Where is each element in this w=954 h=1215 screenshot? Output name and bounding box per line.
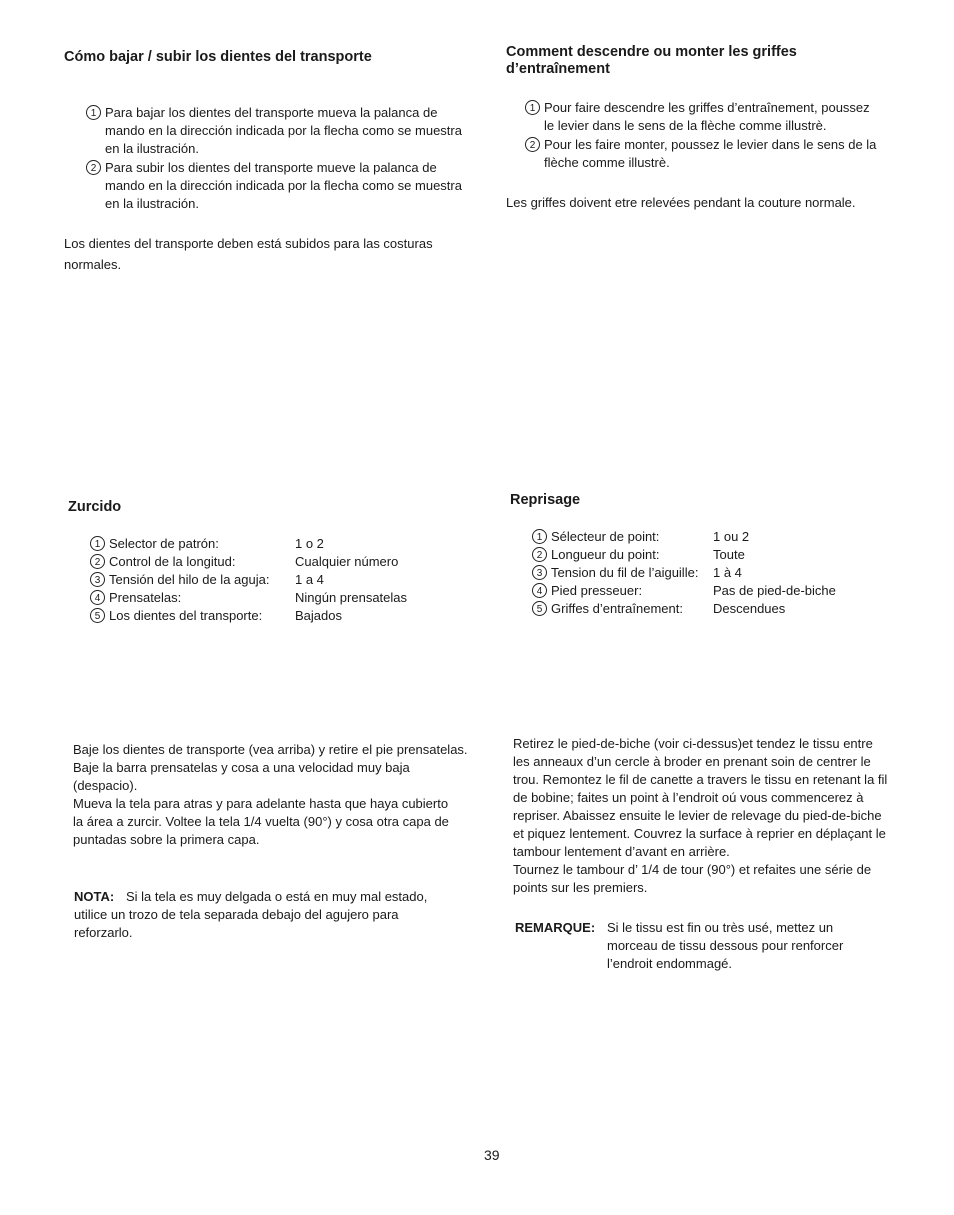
setting-value: Ningún prensatelas <box>295 590 408 605</box>
remarque-line: morceau de tissu dessous pour renforcer <box>607 938 844 953</box>
paragraph-line: normales. <box>64 257 122 272</box>
nota-line: utilice un trozo de tela separada debajo del agujero para <box>74 907 399 922</box>
remarque-line: Si le tissu est fin ou très usé, mettez un <box>607 920 834 935</box>
circled-number-1: 1 <box>525 100 540 115</box>
nota-line: Si la tela es muy delgada o está en muy mal estado, <box>126 889 428 904</box>
settings-row <box>90 553 450 571</box>
item-line: flèche comme illustrè. <box>544 155 670 170</box>
setting-label: Pied presseuer: <box>551 583 643 598</box>
item-line: le levier dans le sens de la flèche comme illustrè. <box>544 118 827 133</box>
item-line: mando en la dirección indicada por la flecha como se muestra <box>105 123 462 138</box>
settings-row <box>532 582 892 600</box>
setting-label: Prensatelas: <box>109 590 182 605</box>
paragraph-line: Tournez le tambour d’ 1/4 de tour (90°) et refaites une série de <box>513 862 872 877</box>
setting-label: Tensión del hilo de la aguja: <box>109 572 270 587</box>
item-line: mando en la dirección indicada por la flecha como se muestra <box>105 178 462 193</box>
section-title-reprisage: Reprisage <box>510 492 581 508</box>
nota-label: NOTA: <box>74 889 115 904</box>
paragraph-line: puntadas sobre la primera capa. <box>73 832 260 847</box>
setting-label: Tension du fil de l’aiguille: <box>551 565 699 580</box>
section-title-comment-descendre <box>506 44 886 78</box>
remarque-label: REMARQUE: <box>515 920 596 935</box>
paragraph-line: Baje los dientes de transporte (vea arriba) y retire el pie prensatelas. <box>73 742 468 757</box>
circled-number-5: 5 <box>90 608 105 623</box>
section-title-zurcido: Zurcido <box>68 499 122 515</box>
setting-label: Sélecteur de point: <box>551 529 660 544</box>
item-line: Para bajar los dientes del transporte mueva la palanca de <box>105 105 438 120</box>
setting-value: Cualquier número <box>295 554 399 569</box>
setting-value: 1 a 4 <box>295 572 324 587</box>
paragraph-line: repriser. Abaissez ensuite le levier de relevage du pied-de-biche <box>513 808 882 823</box>
setting-value: 1 o 2 <box>295 536 324 551</box>
settings-row <box>532 528 892 546</box>
settings-row <box>532 600 892 618</box>
item-line: en la ilustración. <box>105 141 199 156</box>
settings-row <box>532 564 892 582</box>
setting-value: Bajados <box>295 608 342 623</box>
settings-row <box>90 607 450 625</box>
circled-number-4: 4 <box>532 583 547 598</box>
title-line: Comment descendre ou monter les griffes <box>506 44 797 60</box>
paragraph-line: tambour lentement d’avant en arrière. <box>513 844 730 859</box>
circled-number-3: 3 <box>532 565 547 580</box>
circled-number-2: 2 <box>532 547 547 562</box>
circled-number-2: 2 <box>90 554 105 569</box>
circled-number-1: 1 <box>532 529 547 544</box>
circled-number-4: 4 <box>90 590 105 605</box>
settings-row <box>90 571 450 589</box>
setting-value: 1 à 4 <box>713 565 742 580</box>
section-title-como-bajar: Cómo bajar / subir los dientes del transporte <box>64 49 372 65</box>
paragraph-line: les anneaux d’un cercle à broder en prenant soin de centrer le <box>513 754 871 769</box>
paragraph-line: trou. Remontez le fil de canette a travers le tissu en retenant la fil <box>513 772 888 787</box>
settings-row <box>90 589 450 607</box>
setting-label: Griffes d’entraînement: <box>551 601 683 616</box>
item-line: Pour faire descendre les griffes d’entraînement, poussez <box>544 100 870 115</box>
title-line: d’entraînement <box>506 61 610 77</box>
setting-value: Descendues <box>713 601 786 616</box>
circled-number-3: 3 <box>90 572 105 587</box>
circled-number-5: 5 <box>532 601 547 616</box>
paragraph-line: Los dientes del transporte deben está subidos para las costuras <box>64 236 433 251</box>
item-line: Pour les faire monter, poussez le levier dans le sens de la <box>544 137 877 152</box>
settings-row <box>532 546 892 564</box>
setting-label: Selector de patrón: <box>109 536 219 551</box>
paragraph-line: la área a zurcir. Voltee la tela 1/4 vuelta (90°) y cosa otra capa de <box>73 814 449 829</box>
page-number: 39 <box>484 1147 500 1163</box>
setting-label: Longueur du point: <box>551 547 660 562</box>
setting-label: Control de la longitud: <box>109 554 236 569</box>
paragraph-line: de bobine; faites un point à l’endroit oú vous commencerez à <box>513 790 864 805</box>
circled-number-2: 2 <box>525 137 540 152</box>
item-line: Para subir los dientes del transporte mueve la palanca de <box>105 160 437 175</box>
circled-number-1: 1 <box>90 536 105 551</box>
paragraph-line: Les griffes doivent etre relevées pendant la couture normale. <box>506 195 856 210</box>
paragraph-line: Retirez le pied-de-biche (voir ci-dessus)et tendez le tissu entre <box>513 736 873 751</box>
setting-label: Los dientes del transporte: <box>109 608 263 623</box>
paragraph-line: Mueva la tela para atras y para adelante hasta que haya cubierto <box>73 796 449 811</box>
circled-number-1: 1 <box>86 105 101 120</box>
circled-number-2: 2 <box>86 160 101 175</box>
paragraph-line: et piquez lentement. Couvrez la surface à reprier en déplaçant le <box>513 826 886 841</box>
paragraph-line: Baje la barra prensatelas y cosa a una velocidad muy baja <box>73 760 410 775</box>
item-line: en la ilustración. <box>105 196 199 211</box>
paragraph-line: points sur les premiers. <box>513 880 648 895</box>
remarque-line: l’endroit endommagé. <box>607 956 733 971</box>
nota-line: reforzarlo. <box>74 925 133 940</box>
setting-value: 1 ou 2 <box>713 529 750 544</box>
settings-row <box>90 535 450 553</box>
setting-value: Toute <box>713 547 745 562</box>
paragraph-line: (despacio). <box>73 778 138 793</box>
setting-value: Pas de pied-de-biche <box>713 583 836 598</box>
